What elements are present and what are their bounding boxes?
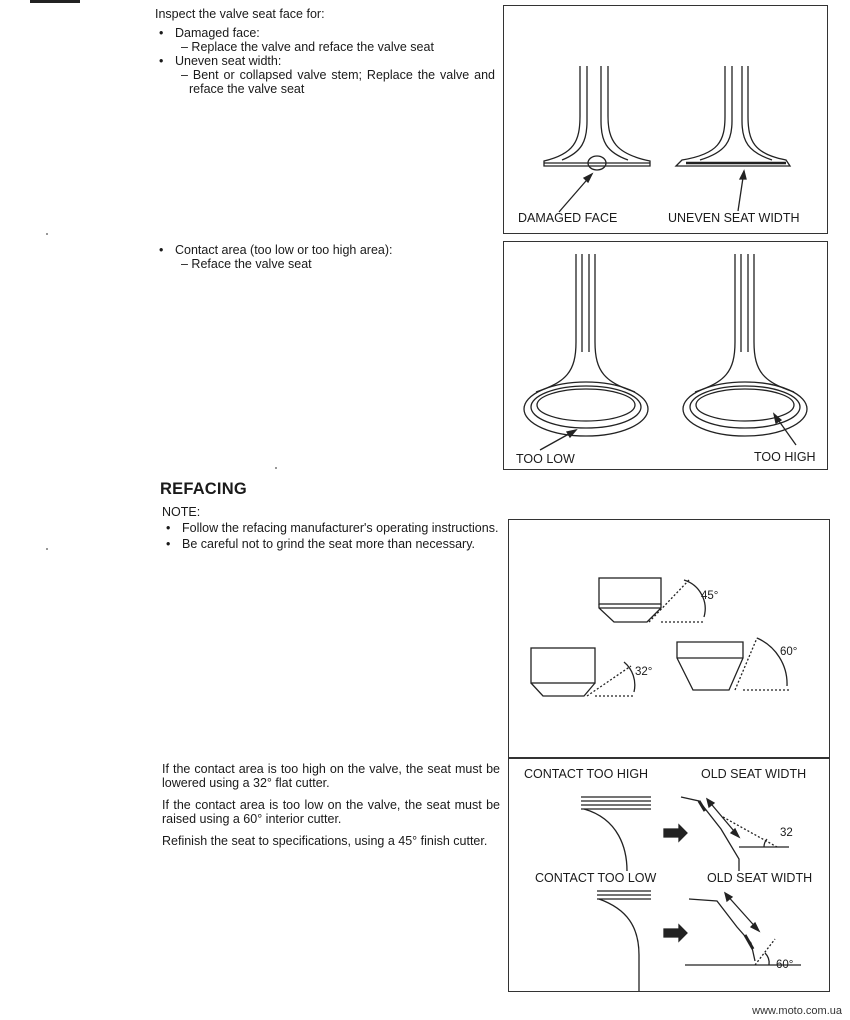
scan-speck	[46, 233, 48, 235]
header-rule	[30, 0, 80, 3]
contact-label: • Contact area (too low or too high area):	[175, 243, 393, 257]
list-item: • Follow the refacing manufacturer's operating instructions.	[162, 521, 502, 535]
valve-face-illustration	[504, 6, 829, 235]
scan-speck	[275, 467, 277, 469]
instruction-paragraph: Refinish the seat to specifications, using a 45° finish cutter.	[162, 834, 488, 848]
figure-contact-area	[503, 241, 828, 470]
label-too-low: TOO LOW	[516, 452, 575, 466]
label-contact-too-low: CONTACT TOO LOW	[535, 871, 657, 885]
label-old-seat-width: OLD SEAT WIDTH	[707, 871, 813, 885]
item-label: • Uneven seat width:	[175, 54, 282, 68]
contact-section	[155, 243, 495, 271]
note-section	[162, 505, 502, 551]
instructions	[162, 762, 500, 856]
cutters-illustration	[509, 520, 831, 759]
figure-valve-face	[503, 5, 828, 234]
item-action: – Replace the valve and reface the valve seat	[181, 40, 434, 54]
list-item	[155, 243, 495, 271]
inspect-intro: Inspect the valve seat face for:	[155, 7, 325, 21]
angle-60-label: 60°	[776, 959, 794, 971]
section-title: REFACING	[160, 480, 247, 498]
inspect-section	[155, 7, 495, 96]
scan-speck	[46, 548, 48, 550]
inspect-list	[155, 26, 495, 96]
angle-45-label: 45°	[701, 590, 719, 602]
contact-action: – Reface the valve seat	[181, 257, 312, 271]
note-label: NOTE:	[162, 505, 201, 519]
angle-32-label: 32	[780, 827, 793, 839]
contact-area-illustration	[504, 242, 829, 471]
figure-cutters	[508, 519, 830, 758]
watermark: www.moto.com.ua	[752, 1005, 842, 1017]
label-old-seat-width: OLD SEAT WIDTH	[701, 767, 807, 781]
list-item	[155, 54, 495, 96]
item-label: • Damaged face:	[175, 26, 260, 40]
figure-seat-correction	[508, 758, 830, 992]
label-damaged-face: DAMAGED FACE	[518, 211, 618, 225]
angle-32-label: 32°	[635, 666, 653, 678]
instruction-paragraph: If the contact area is too high on the valve, the seat must be lowered using a 32° flat cutter.	[162, 762, 500, 790]
note-list	[162, 521, 502, 551]
item-action: – Bent or collapsed valve stem; Replace the valve and reface the valve seat	[181, 68, 495, 96]
list-item	[155, 26, 495, 54]
list-item: • Be careful not to grind the seat more than necessary.	[162, 537, 502, 551]
label-contact-too-high: CONTACT TOO HIGH	[524, 767, 649, 781]
contact-list	[155, 243, 495, 271]
instruction-paragraph: If the contact area is too low on the valve, the seat must be raised using a 60° interior cutter.	[162, 798, 500, 826]
angle-60-label: 60°	[780, 646, 798, 658]
label-too-high: TOO HIGH	[754, 450, 816, 464]
label-uneven-seat-width: UNEVEN SEAT WIDTH	[668, 211, 800, 225]
